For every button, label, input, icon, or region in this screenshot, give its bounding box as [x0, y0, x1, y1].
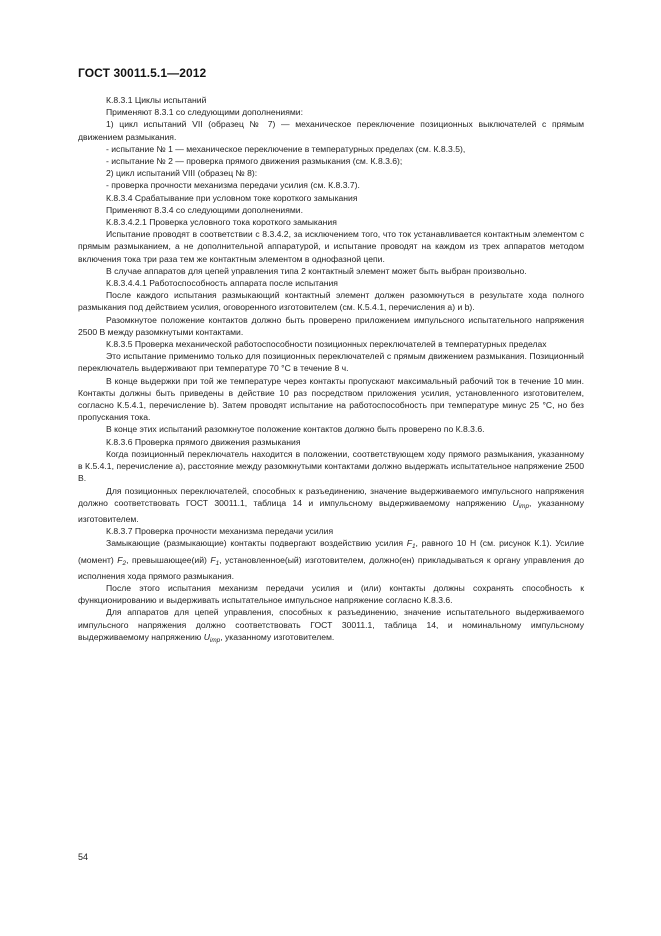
- paragraph: После этого испытания механизм передачи усилия и (или) контакты должны сохранять способность к функционированию и выдерживать испытательное импульсное напряжение согласно К.8.3.6.: [78, 582, 584, 606]
- paragraph: - испытание № 2 — проверка прямого движения размыкания (см. К.8.3.6);: [106, 156, 403, 167]
- paragraph: В конце выдержки при той же температуре через контакты пропускают максимальный рабочий ток в течение 10 мин. Контакты должны быть приведены в действие 10 раз посредством приложения усилия, установленного изготовителем, согласно К.5.4.1, перечисление b). Затем проводят испытание на работоспособность при температуре минус 25 °С, но без пропускания тока.: [78, 375, 584, 423]
- section-heading: К.8.3.4.4.1 Работоспособность аппарата после испытания: [106, 278, 338, 289]
- paragraph: В случае аппаратов для цепей управления типа 2 контактный элемент может быть выбран произвольно.: [106, 265, 527, 276]
- subscript-1: 1: [411, 543, 416, 551]
- variable-u: U: [512, 497, 519, 508]
- subscript-imp: imp: [518, 502, 530, 510]
- document-body: [78, 94, 584, 647]
- section-heading: К.8.3.7 Проверка прочности механизма передачи усилия: [106, 526, 334, 537]
- paragraph: Когда позиционный переключатель находится в положении, соответствующем ходу прямого размыкания, указанному в К.5.4.1, перечисление а), расстояние между разомкнутыми контактами должно выдержать испытательное напряжение 2500 В.: [78, 448, 584, 484]
- page-number: 54: [78, 852, 89, 862]
- subscript-2: 2: [122, 559, 127, 567]
- section-heading: К.8.3.6 Проверка прямого движения размыкания: [106, 436, 301, 447]
- text-run: Для позиционных переключателей, способных к разъединению, значение выдерживаемого импульсного напряжения должно соответствовать ГОСТ 30011.1, таблица 14 и импульсному выдерживаемому напряжению: [78, 485, 584, 508]
- text-run: , указанному изготовителем.: [220, 631, 335, 642]
- paragraph: К.8.3.1 Циклы испытаний: [106, 95, 207, 105]
- paragraph: 1) цикл испытаний VII (образец № 7) — механическое переключение позиционных выключателей с прямым движением размыкания.: [78, 119, 584, 142]
- paragraph: 2) цикл испытаний VIII (образец № 8):: [106, 168, 258, 179]
- text-run: , установленное(ый) изготовителем, должно(ен) прикладываться к органу управления до исполнения хода прямого размыкания.: [78, 554, 585, 581]
- paragraph: - испытание № 1 — механическое переключение в температурных пределах (см. К.8.3.5),: [106, 143, 466, 154]
- section-heading: К.8.3.4.2.1 Проверка условного тока короткого замыкания: [106, 217, 337, 228]
- text-run: Для аппаратов для цепей управления, способных к разъединению, значение испытательного выдерживаемого импульсного напряжения должно соответствовать ГОСТ 30011.1, таблица 14, и номинальному импульсному выдерживаемому напряжению: [78, 607, 584, 642]
- subscript-1b: 1: [215, 559, 220, 567]
- text-run: Замыкающие (размыкающие) контакты подвергают воздействию усилия: [106, 538, 407, 549]
- text-run: , указанному изготовителем.: [78, 497, 584, 524]
- paragraph-impulse-1: [78, 485, 584, 526]
- paragraph: Применяют 8.3.4 со следующими дополнениями.: [106, 204, 303, 215]
- text-run: , превышающее(ий): [126, 554, 211, 565]
- variable-f1: F: [406, 538, 412, 549]
- variable-f2: F: [117, 554, 123, 565]
- variable-f1b: F: [210, 554, 216, 565]
- section-heading: К.8.3.4 Срабатывание при условном токе короткого замыкания: [106, 192, 358, 203]
- subscript-imp: imp: [209, 636, 221, 644]
- variable-u: U: [203, 631, 210, 642]
- paragraph: В конце этих испытаний разомкнутое положение контактов должно быть проверено по К.8.3.6.: [106, 424, 485, 435]
- paragraph: После каждого испытания размыкающий контактный элемент должен разомкнуться в результате хода полного размыкания под действием усилия, оговоренного изготовителем (см. К.5.4.1, перечисления а) и b).: [78, 290, 584, 313]
- text-run: , равного 10 Н (см. рисунок К.1). Усилие (момент): [78, 538, 584, 565]
- paragraph: Разомкнутое положение контактов должно быть проверено приложением импульсного испытательного напряжения 2500 В между разомкнутыми контактами.: [78, 314, 584, 337]
- paragraph-impulse-2: [78, 606, 584, 647]
- paragraph: Испытание проводят в соответствии с 8.3.4.2, за исключением того, что ток устанавливается контактным элементом с прямым размыканием, а не дополнительной аппаратурой, и испытание проводят на каждом из трех аппаратов методом включения тока три раза тем же контактным элементом в однофазной цепи.: [78, 229, 584, 264]
- section-heading: К.8.3.5 Проверка механической работоспособности позиционных переключателей в температурных пределах: [106, 339, 547, 350]
- paragraph: Применяют 8.3.1 со следующими дополнениями:: [106, 107, 303, 118]
- paragraph: - проверка прочности механизма передачи усилия (см. К.8.3.7).: [106, 180, 360, 191]
- paragraph: Это испытание применимо только для позиционных переключателей с прямым движением размыкания. Позиционный переключатель выдерживают при температуре 70 °С в течение 8 ч.: [78, 351, 584, 374]
- paragraph-force: [78, 537, 584, 582]
- document-header: ГОСТ 30011.5.1—2012: [78, 66, 207, 80]
